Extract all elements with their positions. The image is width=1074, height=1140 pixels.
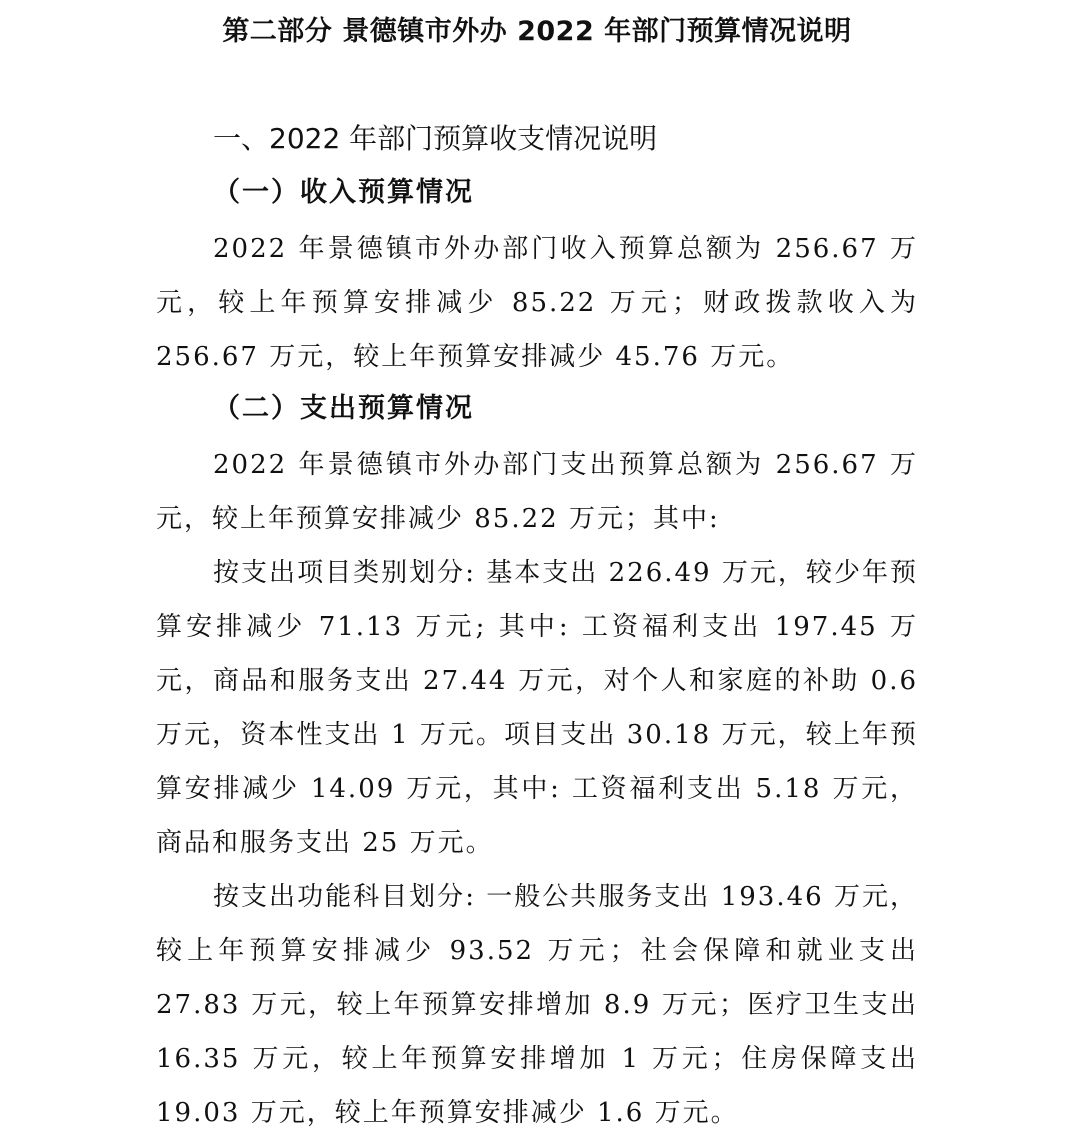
section-heading: 一、2022 年部门预算收支情况说明 bbox=[213, 122, 658, 155]
expenditure-by-function-paragraph: 按支出功能科目划分: 一般公共服务支出 193.46 万元，较上年预算安排减少 93.52 万元；社会保障和就业支出 27.83 万元，较上年预算安排增加 8.9 万元；医疗卫生支出 16.35 万元，较上年预算安排增加 1 万元；住房保障支出 19.03 万元，较上年预算安排减少 1.6 万元。 bbox=[156, 882, 918, 1128]
expenditure-by-item-paragraph: 按支出项目类别划分: 基本支出 226.49 万元，较少年预算安排减少 71.13 万元; 其中: 工资福利支出 197.45 万元，商品和服务支出 27.44 万元，对个人和家庭的补助 0.6 万元，资本性支出 1 万元。项目支出 30.18 万元，较上年预算安排减少 14.09 万元，其中: 工资福利支出 5.18 万元，商品和服务支出 25 万元。 bbox=[156, 558, 918, 858]
income-budget-heading: （一）收入预算情况 bbox=[213, 177, 474, 208]
expenditure-budget-heading: （二）支出预算情况 bbox=[213, 393, 474, 424]
income-budget-paragraph: 2022 年景德镇市外办部门收入预算总额为 256.67 万元，较上年预算安排减少 85.22 万元；财政拨款收入为 256.67 万元，较上年预算安排减少 45.76 万元。 bbox=[156, 234, 918, 372]
page-title: 第二部分 景德镇市外办 2022 年部门预算情况说明 bbox=[222, 16, 852, 47]
expenditure-total-paragraph: 2022 年景德镇市外办部门支出预算总额为 256.67 万元，较上年预算安排减少 85.22 万元；其中: bbox=[156, 450, 918, 534]
